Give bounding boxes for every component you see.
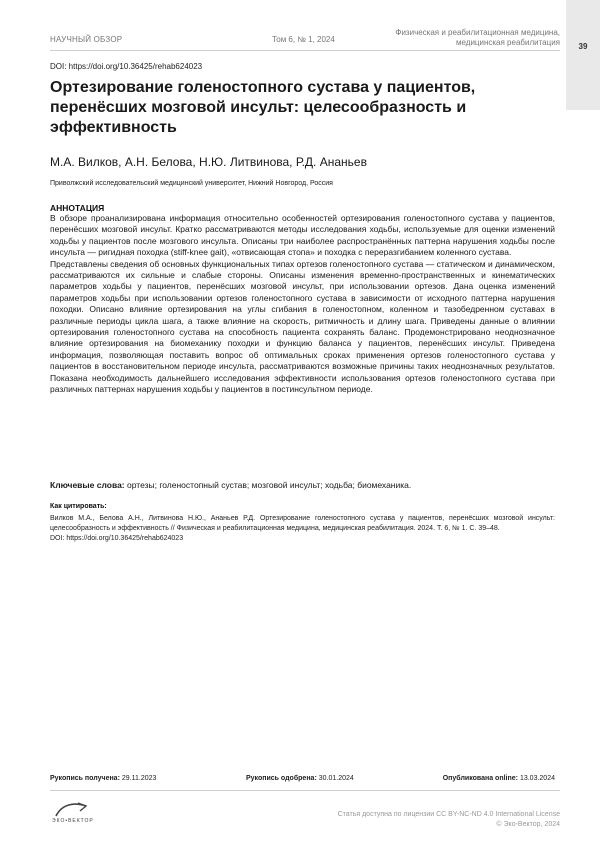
journal-name xyxy=(395,28,560,48)
author-list: М.А. Вилков, А.Н. Белова, Н.Ю. Литвинова, Р.Д. Ананьев xyxy=(50,155,367,169)
doi-link[interactable]: DOI: https://doi.org/10.36425/rehab624023 xyxy=(50,62,203,71)
received-label: Рукопись получена: xyxy=(50,775,120,782)
journal-name-line1: Физическая и реабилитационная медицина, xyxy=(395,28,560,37)
article-title: Ортезирование голеностопного сустава у пациентов, перенёсших мозговой инсульт: целесообразность и эффективность xyxy=(50,79,476,136)
citation-text: Вилков М.А., Белова А.Н., Литвинова Н.Ю., Ананьев Р.Д. Ортезирование голеностопного сустава у пациентов, перенёсших мозговой инсульт: целесообразность и эффективность // Физическая и реабилитационная медицина, медицинская реабилитация. 2024. Т. 6, № 1. С. 39–48. xyxy=(50,515,555,532)
citation-doi[interactable]: DOI: https://doi.org/10.36425/rehab624023 xyxy=(50,534,184,542)
abstract-heading: АННОТАЦИЯ xyxy=(50,203,105,213)
journal-name-line2: медицинская реабилитация xyxy=(456,38,560,47)
received-value: 29.11.2023 xyxy=(121,775,157,782)
keywords-label: Ключевые слова: xyxy=(50,480,125,490)
page-number: 39 xyxy=(578,42,588,51)
abstract-paragraph-2: Представлены сведения об основных функциональных типах ортезов голеностопного сустава — статическом и динамическом, рассматриваются их сильные и слабые стороны. Описаны изменения временно-пространственных и кинематических параметров ходьбы у пациентов, перенёсших мозговой инсульт, при использовании ортезов. Дана оценка изменений параметров ходьбы при использовании ортезов голеностопного сустава в зависимости от исходного паттерна нарушения походки. Описано влияние ортезирования на углы сгибания в голеностопном, коленном и тазобедренном суставах в различные периоды цикла шага, а также влияние на скорость, ритмичность и длину шага. Приведены данные о влиянии ортезирования голеностопного сустава на способность пациента сохранять баланс. Продемонстрировано неоднозначное влияние ортезирования на биомеханику походки и функцию баланса у пациентов, перенёсших инсульт. Приведена информация, позволяющая поставить вопрос об оптимальных сроках применения ортезов голеностопного сустава у пациентов в восстановительном периоде инсульта, рассматриваются возможные причины таких неоднозначных результатов. Показана необходимость дальнейшего исследования эффективности использования ортезов голеностопного сустава при различных паттернах нарушения ходьбы у пациентов в постинсультном периоде. xyxy=(50,258,555,395)
keywords-text: ортезы; голеностопный сустав; мозговой инсульт; ходьба; биомеханика. xyxy=(127,480,412,490)
citation-heading: Как цитировать: xyxy=(50,503,107,510)
page-tab xyxy=(566,0,600,110)
accepted-label: Рукопись одобрена: xyxy=(246,775,317,782)
abstract-paragraph-1: В обзоре проанализирована информация относительно особенностей ортезирования голеностопного сустава у пациентов, перенёсших мозговой инсульт. Кратко рассматриваются методы исследования ходьбы, используемые для оценки изменений ходьбы у пациентов после мозгового инсульта. Описаны три наиболее распространённых паттерна нарушения ходьбы после инсульта — ригидная походка (stiff-knee gait), «отвисающая стопа» и походка с переразгибанием коленного сустава. xyxy=(50,213,555,258)
published-value: 13.03.2024 xyxy=(519,775,555,782)
license-notice xyxy=(338,810,560,830)
eco-vector-logo-icon xyxy=(52,800,92,818)
citation-block xyxy=(50,514,555,543)
logo-text: ЭКО•ВЕКТОР xyxy=(52,818,94,824)
license-line1: Статья доступна по лицензии CC BY-NC-ND 4.0 International License xyxy=(337,811,560,818)
abstract-body xyxy=(50,213,555,396)
accepted-value: 30.01.2024 xyxy=(318,775,354,782)
keywords xyxy=(50,480,555,490)
volume-label: Том 6, № 1, 2024 xyxy=(272,35,335,44)
published-date xyxy=(443,775,555,782)
article-dates xyxy=(50,775,555,787)
license-line2: © Эко-Вектор, 2024 xyxy=(496,821,560,828)
affiliation: Приволжский исследовательский медицинский университет, Нижний Новгород, Россия xyxy=(50,180,333,187)
running-header xyxy=(50,28,560,58)
section-label: НАУЧНЫЙ ОБЗОР xyxy=(50,35,123,44)
publisher-logo xyxy=(52,800,112,826)
received-date xyxy=(50,775,156,782)
published-label: Опубликована online: xyxy=(442,775,518,782)
footer-divider xyxy=(50,790,560,791)
header-divider xyxy=(50,50,560,51)
accepted-date xyxy=(246,775,354,782)
